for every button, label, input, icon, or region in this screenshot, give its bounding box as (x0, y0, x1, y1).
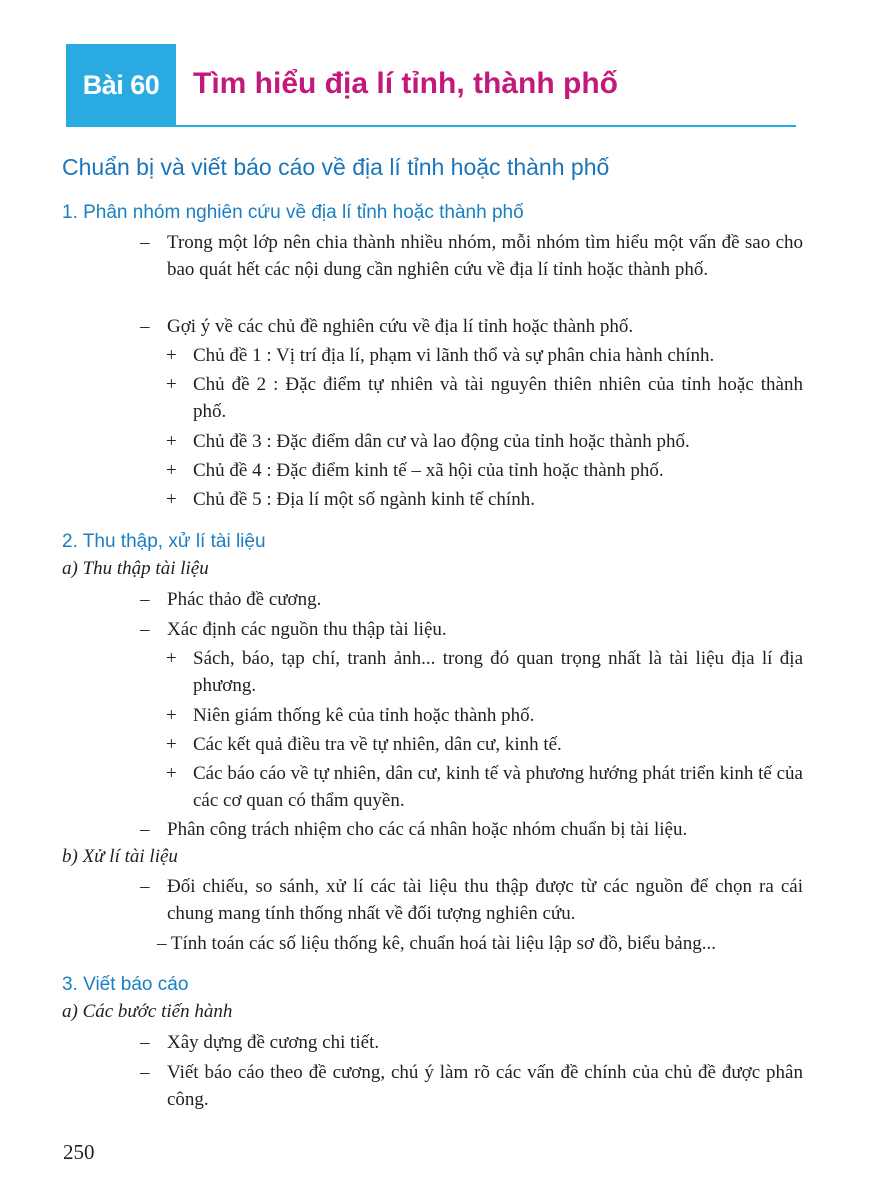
section-title: Chuẩn bị và viết báo cáo về địa lí tỉnh hoặc thành phố (62, 154, 610, 180)
source-text: Các kết quả điều tra về tự nhiên, dân cư, kinh tế. (193, 734, 562, 755)
source-item-2 (166, 702, 803, 729)
heading-part-2: 2. Thu thập, xử lí tài liệu (62, 531, 266, 552)
bullet-text: Đối chiếu, so sánh, xử lí các tài liệu thu thập được từ các nguồn để chọn ra cái chung mang tính thống nhất về đối tượng nghiên cứu. (167, 876, 803, 924)
source-text: Sách, báo, tạp chí, tranh ảnh... trong đó quan trọng nhất là tài liệu địa lí địa phương. (193, 648, 803, 696)
plus-mark: + (166, 460, 177, 481)
topic-text: Chủ đề 5 : Địa lí một số ngành kinh tế chính. (193, 489, 535, 510)
bullet-text: Xác định các nguồn thu thập tài liệu. (167, 619, 447, 640)
plus-mark: + (166, 734, 177, 755)
dash-mark: – (140, 589, 150, 610)
lesson-header (66, 44, 796, 127)
bullet-text: Xây dựng đề cương chi tiết. (167, 1032, 380, 1053)
dash-mark: – (140, 316, 150, 337)
bullet-dash-1-2 (140, 313, 803, 340)
topic-item-4 (166, 457, 803, 484)
bullet-dash-1-1 (140, 229, 803, 283)
bullet-dash-3a-1 (140, 1029, 803, 1056)
bullet-dash-2a-1 (140, 586, 803, 613)
source-item-3 (166, 731, 803, 758)
dash-mark: – (140, 232, 150, 253)
source-text: Các báo cáo về tự nhiên, dân cư, kinh tế và phương hướng phát triển kinh tế của các cơ quan có thẩm quyền. (193, 763, 803, 811)
bullet-text: Trong một lớp nên chia thành nhiều nhóm, mỗi nhóm tìm hiểu một vấn đề sao cho bao quát hết các nội dung cần nghiên cứu về địa lí tỉnh hoặc thành phố. (167, 232, 803, 280)
topic-item-1 (166, 342, 803, 369)
plus-mark: + (166, 345, 177, 366)
source-item-1 (166, 645, 803, 699)
bullet-text: Gợi ý về các chủ đề nghiên cứu về địa lí tỉnh hoặc thành phố. (167, 316, 634, 337)
bullet-text: Phân công trách nhiệm cho các cá nhân hoặc nhóm chuẩn bị tài liệu. (167, 819, 688, 840)
topic-item-3 (166, 428, 803, 455)
bullet-text: Phác thảo đề cương. (167, 589, 322, 610)
lesson-number-badge: Bài 60 (66, 44, 176, 126)
topic-item-2 (166, 371, 803, 425)
topic-item-5 (166, 486, 803, 513)
plus-mark: + (166, 705, 177, 726)
dash-mark: – (140, 1032, 150, 1053)
plus-mark: + (166, 763, 177, 784)
source-item-4 (166, 760, 803, 814)
subheading-2a: a) Thu thập tài liệu (62, 558, 209, 579)
plus-mark: + (166, 374, 177, 395)
lesson-title: Tìm hiểu địa lí tỉnh, thành phố (193, 67, 618, 100)
bullet-dash-2a-3 (140, 816, 803, 843)
dash-mark: – (140, 619, 150, 640)
plus-mark: + (166, 489, 177, 510)
bullet-dash-2b-2: – Tính toán các số liệu thống kê, chuẩn hoá tài liệu lập sơ đồ, biểu bảng... (157, 933, 716, 954)
topic-text: Chủ đề 1 : Vị trí địa lí, phạm vi lãnh thổ và sự phân chia hành chính. (193, 345, 715, 366)
dash-mark: – (140, 876, 150, 897)
bullet-dash-2a-2 (140, 616, 803, 643)
topic-text: Chủ đề 2 : Đặc điểm tự nhiên và tài nguyên thiên nhiên của tỉnh hoặc thành phố. (193, 374, 803, 422)
plus-mark: + (166, 431, 177, 452)
topic-text: Chủ đề 4 : Đặc điểm kinh tế – xã hội của tỉnh hoặc thành phố. (193, 460, 664, 481)
dash-mark: – (140, 819, 150, 840)
bullet-dash-3a-2 (140, 1059, 803, 1113)
source-text: Niên giám thống kê của tỉnh hoặc thành phố. (193, 705, 535, 726)
subheading-3a: a) Các bước tiến hành (62, 1001, 233, 1022)
bullet-dash-2b-1 (140, 873, 803, 927)
subheading-2b: b) Xử lí tài liệu (62, 846, 178, 867)
heading-part-1: 1. Phân nhóm nghiên cứu về địa lí tỉnh hoặc thành phố (62, 202, 524, 223)
dash-mark: – (140, 1062, 150, 1083)
plus-mark: + (166, 648, 177, 669)
bullet-text: Viết báo cáo theo đề cương, chú ý làm rõ các vấn đề chính của chủ đề được phân công. (167, 1062, 803, 1110)
topic-text: Chủ đề 3 : Đặc điểm dân cư và lao động của tỉnh hoặc thành phố. (193, 431, 690, 452)
heading-part-3: 3. Viết báo cáo (62, 974, 189, 995)
page-number: 250 (63, 1140, 95, 1164)
